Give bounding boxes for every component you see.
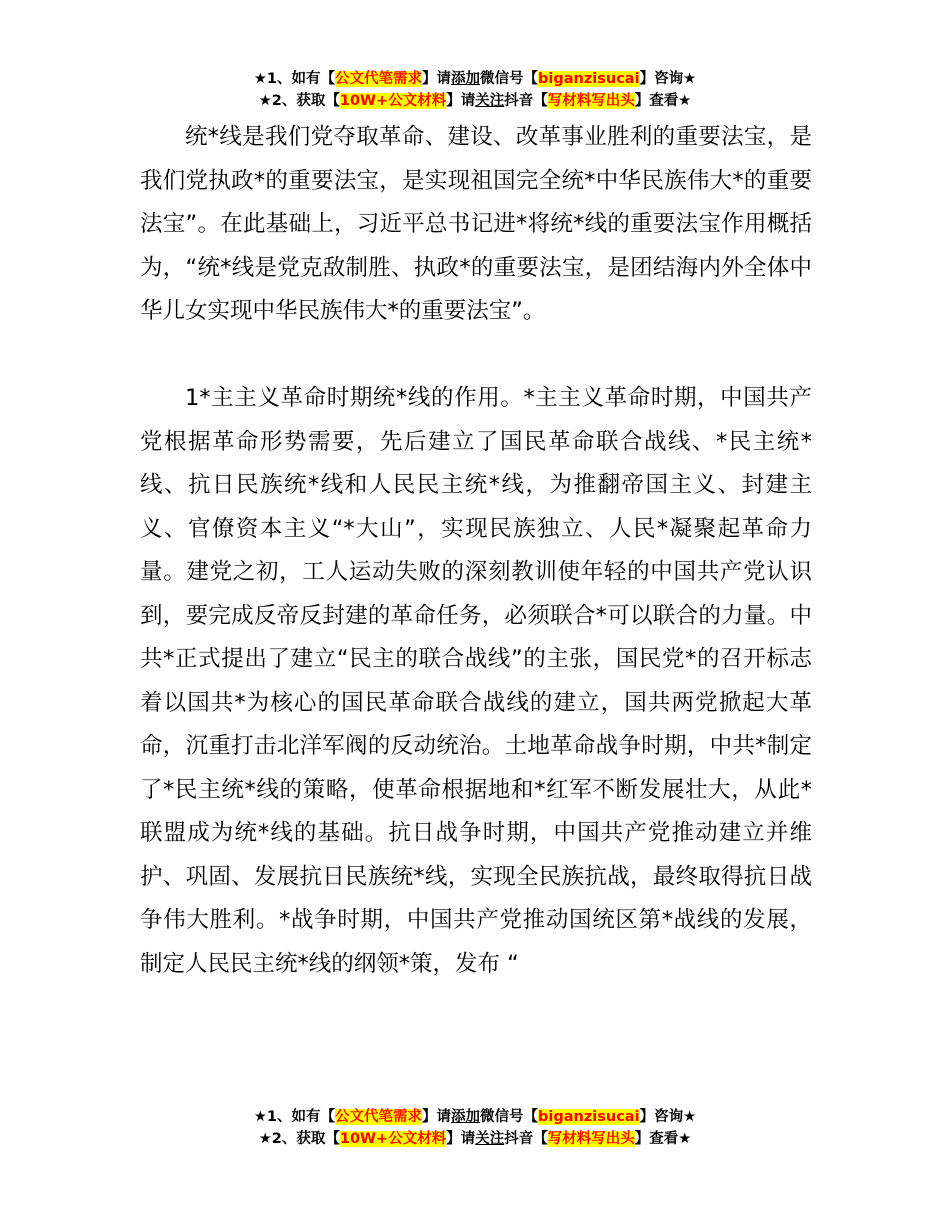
highlight-wechat-id: biganzisucai [538, 71, 640, 87]
highlight-material: 10W+公文材料 [339, 1131, 447, 1147]
banner-text: 微信号【 [480, 71, 539, 87]
footer-banner [0, 1106, 950, 1150]
banner-line-1 [0, 1106, 950, 1128]
highlight-wechat-id: biganzisucai [538, 1109, 640, 1125]
highlight-service: 公文代笔需求 [335, 1109, 423, 1125]
banner-line-1 [0, 68, 950, 90]
banner-line-2 [0, 90, 950, 112]
banner-text: 】查看★ [634, 93, 692, 109]
banner-line-2 [0, 1128, 950, 1150]
banner-text: 抖音【 [504, 1131, 548, 1147]
banner-text: 】咨询★ [639, 71, 697, 87]
banner-text: 】请 [446, 93, 476, 109]
banner-underlined: 添加 [451, 71, 481, 87]
banner-text: 】请 [422, 1109, 452, 1125]
banner-text: 】请 [422, 71, 452, 87]
banner-text: 】查看★ [634, 1131, 692, 1147]
highlight-material: 10W+公文材料 [339, 93, 447, 109]
paragraph: 1*主主义革命时期统*线的作用。*主主义革命时期，中国共产党根据革命形势需要，先后建立了国民革命联合战线、*民主统*线、抗日民族统*线和人民民主统*线，为推翻帝国主义、封建主义、官僚资本主义“*大山”，实现民族独立、人民*凝聚起革命力量。建党之初，工人运动失败的深刻教训使年轻的中国共产党认识到，要完成反帝反封建的革命任务，必须联合*可以联合的力量。中共*正式提出了建立“民主的联合战线”的主张，国民党*的召开标志着以国共*为核心的国民革命联合战线的建立，国共两党掀起大革命，沉重打击北洋军阀的反动统治。土地革命战争时期，中共*制定了*民主统*线的策略，使革命根据地和*红军不断发展壮大，从此*联盟成为统*线的基础。抗日战争时期，中国共产党推动建立并维护、巩固、发展抗日民族统*线，实现全民族抗战，最终取得抗日战争伟大胜利。*战争时期，中国共产党推动国统区第*战线的发展，制定人民民主统*线的纲领*策，发布 “ [140, 385, 812, 977]
banner-text: 】咨询★ [639, 1109, 697, 1125]
banner-underlined: 关注 [475, 1131, 505, 1147]
highlight-service: 公文代笔需求 [335, 71, 423, 87]
banner-text: ★2、获取【 [258, 1131, 340, 1147]
banner-text: 】请 [446, 1131, 476, 1147]
paragraph: 统*线是我们党夺取革命、建设、改革事业胜利的重要法宝，是我们党执政*的重要法宝，是实现祖国完全统*中华民族伟大*的重要法宝”。在此基础上，习近平总书记进*将统*线的重要法宝作用概括为，“统*线是党克敌制胜、执政*的重要法宝，是团结海内外全体中华儿女实现中华民族伟大*的重要法宝”。 [140, 124, 812, 324]
highlight-douyin: 写材料写出头 [547, 1131, 635, 1147]
highlight-douyin: 写材料写出头 [547, 93, 635, 109]
banner-text: ★1、如有【 [253, 1109, 336, 1125]
banner-text: 抖音【 [504, 93, 548, 109]
banner-underlined: 关注 [475, 93, 505, 109]
banner-underlined: 添加 [451, 1109, 481, 1125]
banner-text: ★1、如有【 [253, 71, 336, 87]
header-banner [0, 68, 950, 112]
banner-text: 微信号【 [480, 1109, 539, 1125]
banner-text: ★2、获取【 [258, 93, 340, 109]
document-body [140, 116, 812, 986]
